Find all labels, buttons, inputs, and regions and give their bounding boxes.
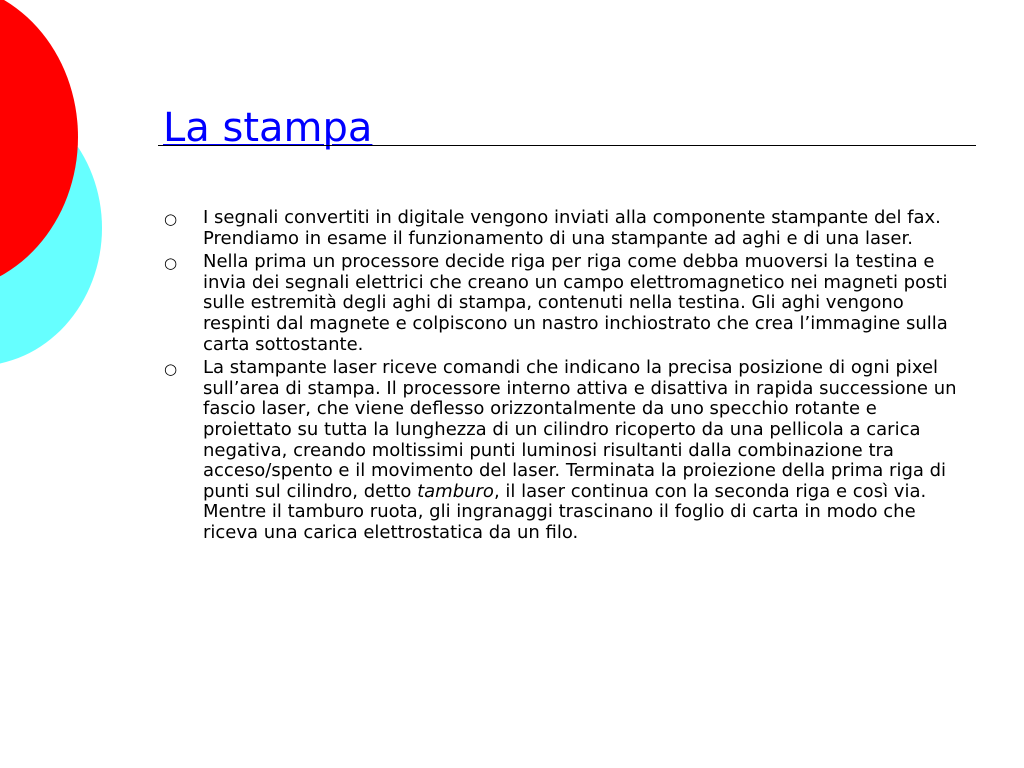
bullet-text: I segnali convertiti in digitale vengono inviati alla componente stampante del fax. Prendiamo in esame il funzionamento di una stampante ad aghi e di una laser.: [203, 207, 941, 249]
bullet-item: [163, 208, 968, 249]
slide-title: La stampa: [163, 105, 373, 151]
bullet-circle-icon: ○: [164, 360, 178, 379]
bullet-text-after: , il laser continua con la seconda riga e così via. Mentre il tamburo ruota, gli ingranaggi trascinano il foglio di carta in modo che riceva una carica elettrostatica da un filo.: [203, 480, 927, 543]
bullet-text-italic-term: tamburo: [417, 480, 494, 502]
bullet-list: [163, 208, 968, 547]
bullet-text-before: La stampante laser riceve comandi che indicano la precisa posizione di ogni pixel sull’area di stampa. Il processore interno attiva e disattiva in rapida successione un fascio laser, che viene deflesso orizzontalmente da uno specchio rotante e proiettato su tutta la lunghezza di un cilindro ricoperto da una pellicola a carica negativa, creando moltissimi punti luminosi risultanti dalla combinazione tra acceso/spento e il movimento del laser. Terminata la proiezione della prima riga di punti sul cilindro, detto: [203, 357, 957, 502]
bullet-item: [163, 358, 968, 543]
bullet-circle-icon: ○: [164, 210, 178, 228]
bullet-text: [203, 358, 968, 543]
bullet-item: [163, 252, 968, 355]
title-divider: [158, 145, 976, 146]
bullet-text: Nella prima un processore decide riga per riga come debba muoversi la testina e invia dei segnali elettrici che creano un campo elettromagnetico nei magneti posti sulle estremità degli aghi di stampa, contenuti nella testina. Gli aghi vengono respinti dal magnete e colpiscono un nastro inchiostrato che crea l’immagine sulla carta sottostante.: [203, 251, 948, 355]
bullet-circle-icon: ○: [164, 254, 178, 273]
